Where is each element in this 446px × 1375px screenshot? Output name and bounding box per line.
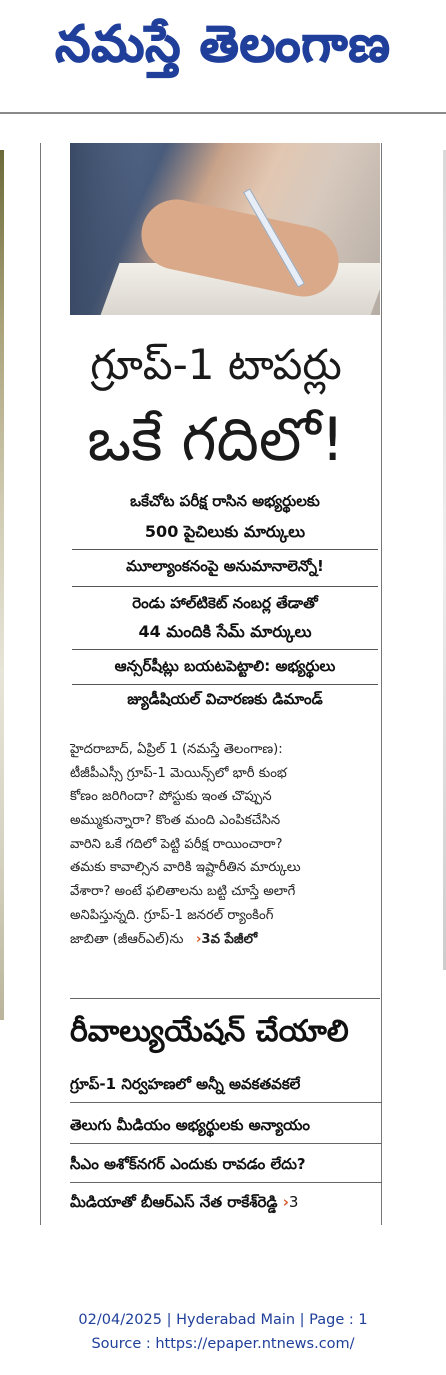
deck-divider bbox=[72, 549, 378, 550]
exam-writing-photo bbox=[70, 143, 380, 315]
body-line-last bbox=[70, 928, 378, 952]
adjacent-column-left-edge bbox=[0, 150, 4, 1020]
body-line: హైదరాబాద్, ఏప్రిల్ 1 (నమస్తే తెలంగాణ): bbox=[70, 742, 283, 757]
body-line: వారిని ఒకే గదిలో పెట్టి పరీక్ష రాయించారా? bbox=[70, 836, 283, 852]
revaluation-subhead: గ్రూప్-1 నిర్వహణలో అన్నీ అవకతవకలే bbox=[70, 1075, 301, 1093]
subhead-divider bbox=[70, 1143, 382, 1144]
body-line-text: జాబితా (జీఆర్‌ఎల్)ను bbox=[70, 931, 184, 947]
revaluation-subhead: తెలుగు మీడియం అభ్యర్థులకు అన్యాయం bbox=[70, 1116, 311, 1134]
body-line: టీజీపీఎస్సీ గ్రూప్-1 మెయిన్స్‌లో భారీ కుంభ bbox=[70, 765, 287, 781]
deck-divider bbox=[72, 684, 378, 685]
deck-line: 500 పైచిలుకు మార్కులు bbox=[144, 522, 306, 541]
deck-line: ఆన్సర్‌షీట్లు బయటపెట్టాలి: అభ్యర్థులు bbox=[114, 657, 336, 675]
masthead-logo: నమస్తే తెలంగాణ bbox=[55, 15, 391, 73]
subhead-text: మీడియాతో బీఆర్‌ఎస్ నేత రాకేశ్‌రెడ్డి bbox=[70, 1193, 278, 1211]
article-body bbox=[70, 738, 378, 951]
revaluation-headline: రీవాల్యుయేషన్ చేయాలి bbox=[70, 1014, 349, 1049]
masthead bbox=[0, 0, 446, 112]
deck-line: రెండు హాల్‌టికెట్ నంబర్ల తేడాతో bbox=[132, 594, 318, 612]
body-line: అనిపిస్తున్నది. గ్రూప్-1 జనరల్ ర్యాంకింగ్ bbox=[70, 907, 274, 923]
jump-arrow-icon: › bbox=[282, 1193, 289, 1211]
revaluation-subhead: సీఎం అశోక్‌నగర్ ఎందుకు రావడం లేదు? bbox=[70, 1155, 306, 1173]
headline-line-2: ఒకే గదిలో! bbox=[87, 405, 345, 475]
footer-date-line: 02/04/2025 | Hyderabad Main | Page : 1 bbox=[78, 1312, 368, 1328]
article-border-left bbox=[40, 143, 41, 1225]
jump-arrow-icon: › bbox=[195, 931, 202, 947]
deck-divider bbox=[72, 586, 378, 587]
body-line: కోణం జరిగిందా? పోస్టుకు ఇంత చొప్పున bbox=[70, 789, 272, 805]
footer-source-link[interactable]: Source : https://epaper.ntnews.com/ bbox=[91, 1336, 355, 1352]
article-border-right bbox=[381, 143, 382, 1225]
deck-line: జ్యుడీషియల్ విచారణకు డిమాండ్ bbox=[127, 690, 323, 708]
body-line: తమకు కావాల్సిన వారికి ఇష్టారీతిన మార్కులు bbox=[70, 860, 301, 876]
subhead-divider bbox=[70, 1182, 382, 1183]
continued-page-link[interactable]: 3వ పేజీలో bbox=[201, 931, 258, 947]
deck-line: 44 మందికి సేమ్ మార్కులు bbox=[138, 622, 312, 641]
masthead-divider bbox=[0, 112, 446, 114]
revaluation-subhead-last bbox=[70, 1193, 382, 1215]
section-divider bbox=[70, 998, 380, 999]
body-line: వేశారా? అంటే ఫలితాలను బట్టి చూస్తే అలాగే bbox=[70, 884, 296, 900]
deck-line: మూల్యాంకనంపై అనుమానాలెన్నో! bbox=[126, 557, 324, 575]
body-line: అమ్ముకున్నారా? కొంత మంది ఎంపికచేసిన bbox=[70, 813, 281, 829]
continued-page-number[interactable]: 3 bbox=[288, 1193, 299, 1211]
headline-line-1: గ్రూప్-1 టాపర్లు bbox=[90, 340, 342, 389]
deck-divider bbox=[72, 649, 378, 650]
subhead-divider bbox=[70, 1102, 382, 1103]
deck-line: ఒకేచోట పరీక్ష రాసిన అభ్యర్థులకు bbox=[130, 492, 320, 510]
